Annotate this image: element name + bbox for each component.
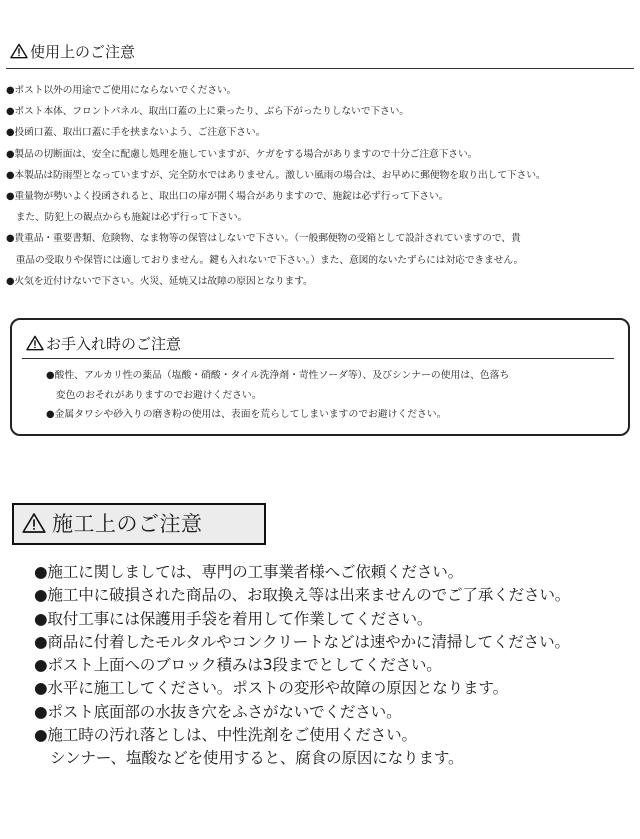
install-title-text: 施工上のご注意 [52, 512, 203, 536]
list-item: ●製品の切断面は、安全に配慮し処理を施していますが、ケガをする場合がありますので十分ご注意下さい。 [6, 148, 478, 160]
list-item: シンナー、塩酸などを使用すると、腐食の原因になります。 [50, 749, 464, 768]
list-item: ●貴重品・重要書類、危険物、なま物等の保管はしないで下さい。（一般郵便物の受箱として設計されていますので、貴 [6, 233, 521, 245]
list-item: ●施工時の汚れ落としは、中性洗剤をご使用ください。 [34, 726, 417, 745]
list-item: ●施工中に破損された商品の、お取換え等は出来ませんのでご了承ください。 [34, 586, 571, 605]
list-item: ●ポスト底面部の水抜き穴をふさがないでください。 [34, 702, 402, 721]
warning-triangle-icon [22, 512, 46, 534]
list-item: ●ポスト本体、フロントパネル、取出口蓋の上に乗ったり、ぶら下がったりしないで下さい。 [6, 106, 409, 118]
list-item: ●火気を近付けないで下さい。火災、延焼又は故障の原因となります。 [6, 275, 313, 287]
care-section-title [26, 332, 181, 356]
warning-triangle-icon [26, 335, 44, 351]
care-divider [22, 358, 614, 359]
list-item: ●ポスト以外の用途でご使用にならないでください。 [6, 85, 237, 96]
list-item: ●本製品は防雨型となっていますが、完全防水ではありません。激しい風雨の場合は、お早めに郵便物を取り出して下さい。 [6, 169, 546, 181]
usage-section-title [10, 40, 135, 64]
list-item: ●商品に付着したモルタルやコンクリートなどは速やかに清掃してください。 [34, 632, 570, 651]
usage-list [6, 80, 640, 292]
care-title-text: お手入れ時のご注意 [46, 335, 182, 353]
install-list [34, 561, 640, 771]
care-list [46, 366, 616, 425]
list-item: ●重量物が勢いよく投函されると、取出口の扉が開く場合がありますので、施錠は必ず行って下さい。 [6, 191, 449, 203]
list-item: ●水平に施工してください。ポストの変形や故障の原因となります。 [34, 679, 508, 698]
usage-divider [6, 68, 634, 69]
list-item: ●酸性、アルカリ性の薬品（塩酸・硝酸・タイル洗浄剤・苛性ソーダ等）、及びシンナーの使用は、色落ち [46, 370, 510, 381]
install-section-title [22, 509, 203, 539]
list-item: 重品の受取りや保管には適しておりません。鍵も入れないで下さい。）また、意図的ないたずらには対応できません。 [6, 254, 524, 266]
list-item: ●金属タワシや砂入りの磨き粉の使用は、表面を荒らしてしまいますのでお避けください。 [46, 409, 447, 420]
list-item: ●ポスト上面へのブロック積みは3段までとしてください。 [34, 656, 442, 675]
usage-title-text: 使用上のご注意 [30, 43, 136, 61]
list-item: ●投函口蓋、取出口蓋に手を挟まないよう、ご注意下さい。 [6, 127, 266, 139]
list-item: 変色のおそれがありますのでお避けください。 [46, 389, 262, 401]
list-item: また、防犯上の観点からも施錠は必ず行って下さい。 [6, 212, 248, 224]
list-item: ●施工に関しましては、専門の工事業者様へご依頼ください。 [34, 563, 464, 581]
warning-triangle-icon [10, 43, 28, 59]
list-item: ●取付工事には保護用手袋を着用して作業してください。 [34, 609, 433, 628]
